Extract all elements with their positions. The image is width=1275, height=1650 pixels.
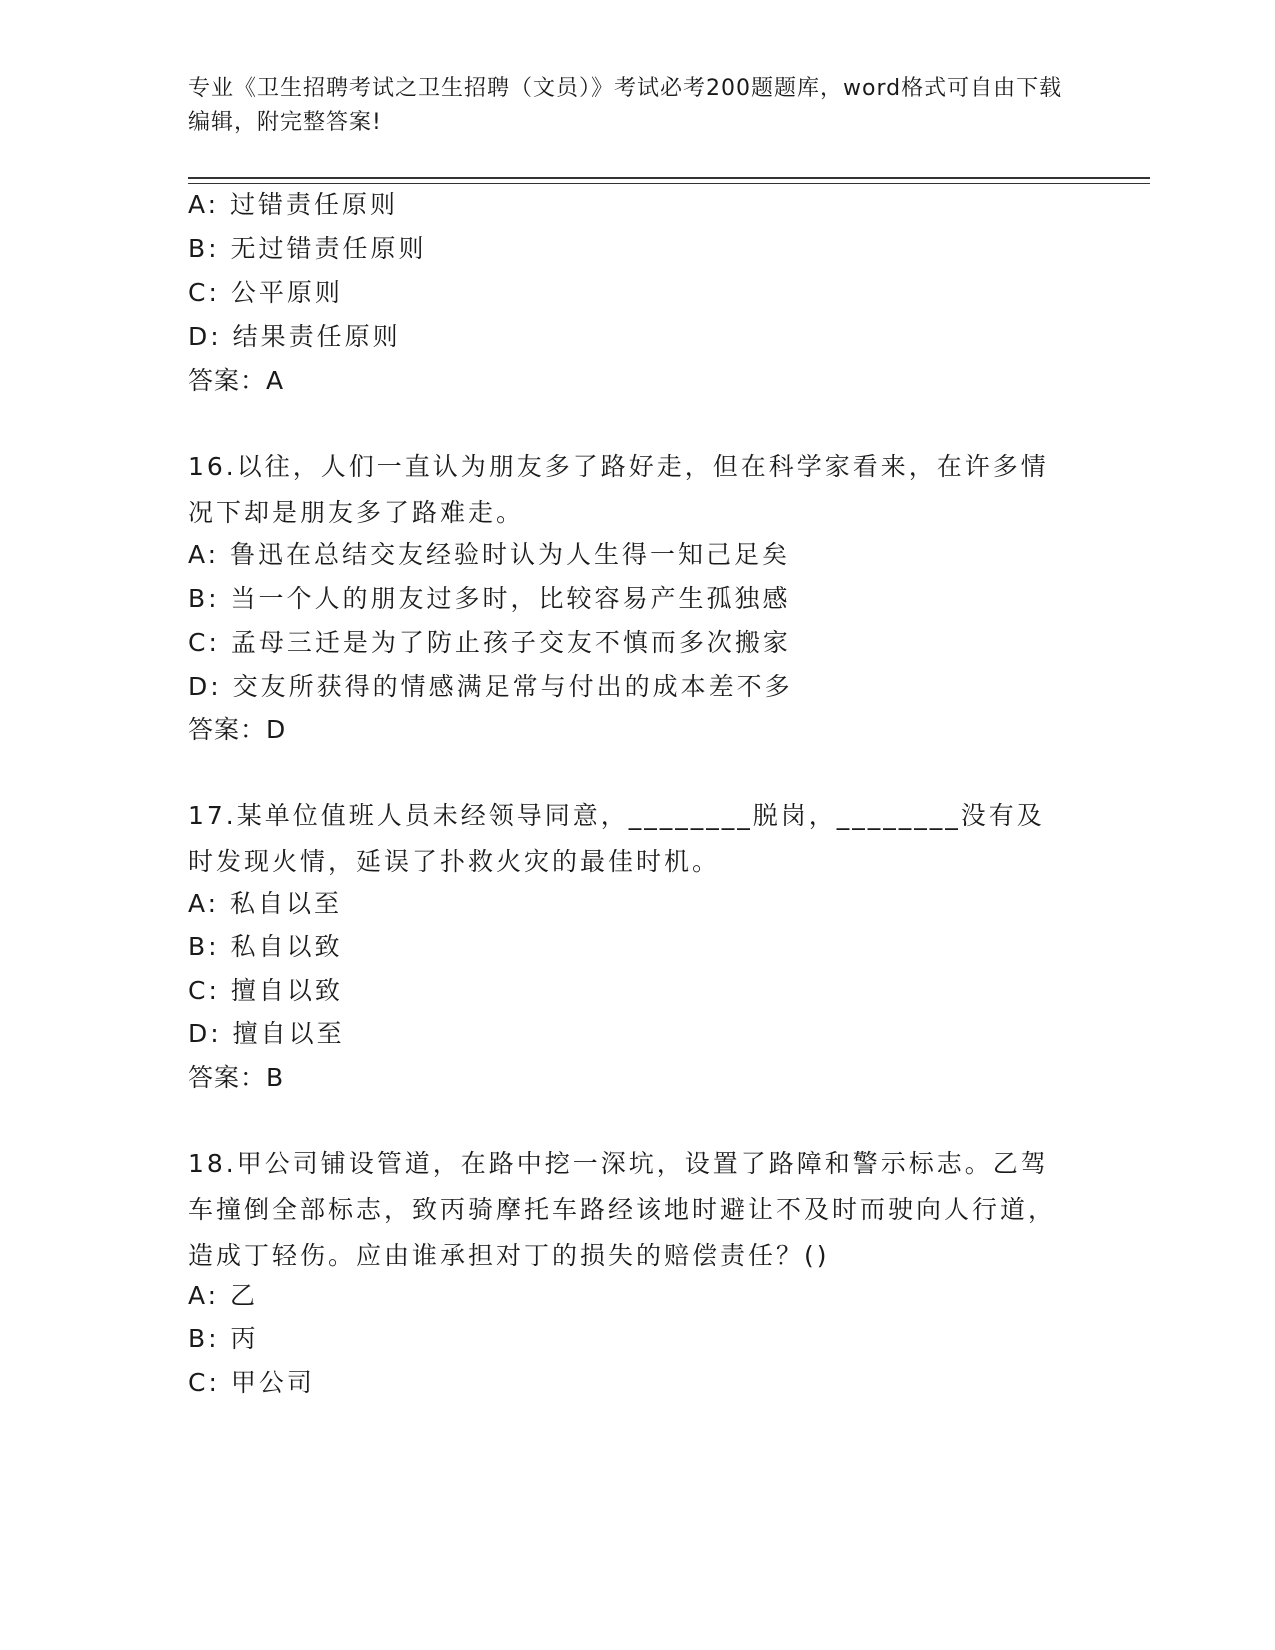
header-divider	[188, 177, 1150, 179]
q17-option-a: A: 私自以至	[188, 889, 343, 918]
q15-option-c: C: 公平原则	[188, 278, 343, 307]
q16-option-d: D: 交友所获得的情感满足常与付出的成本差不多	[188, 672, 793, 701]
q16-option-b: B: 当一个人的朋友过多时，比较容易产生孤独感	[188, 584, 791, 613]
q18-option-b: B: 丙	[188, 1324, 259, 1353]
q17-answer: 答案：B	[188, 1063, 285, 1092]
q17-option-d: D: 擅自以至	[188, 1019, 345, 1048]
q18-option-a: A: 乙	[188, 1281, 259, 1310]
q15-option-b: B: 无过错责任原则	[188, 234, 427, 263]
q15-answer: 答案：A	[188, 366, 285, 395]
q15-option-a: A: 过错责任原则	[188, 190, 399, 219]
q17-option-b: B: 私自以致	[188, 932, 343, 961]
q16-answer: 答案：D	[188, 715, 287, 744]
document-header: 专业《卫生招聘考试之卫生招聘（文员）》考试必考200题题库，word格式可自由下载编辑，附完整答案!	[188, 76, 1063, 135]
q17-option-c: C: 擅自以致	[188, 976, 343, 1005]
q16-question: 16.以往，人们一直认为朋友多了路好走，但在科学家看来，在许多情况下却是朋友多了路难走。	[188, 452, 1049, 527]
q17-question: 17.某单位值班人员未经领导同意，________脱岗，________没有及时发现火情，延误了扑救火灾的最佳时机。	[188, 801, 1045, 876]
q15-option-d: D: 结果责任原则	[188, 322, 401, 351]
q16-option-a: A: 鲁迅在总结交友经验时认为人生得一知己足矣	[188, 540, 791, 569]
q16-option-c: C: 孟母三迁是为了防止孩子交友不慎而多次搬家	[188, 628, 791, 657]
q18-question: 18.甲公司铺设管道，在路中挖一深坑，设置了路障和警示标志。乙驾车撞倒全部标志，致丙骑摩托车路经该地时避让不及时而驶向人行道，造成丁轻伤。应由谁承担对丁的损失的赔偿责任？()	[188, 1149, 1057, 1270]
q18-option-c: C: 甲公司	[188, 1368, 315, 1397]
